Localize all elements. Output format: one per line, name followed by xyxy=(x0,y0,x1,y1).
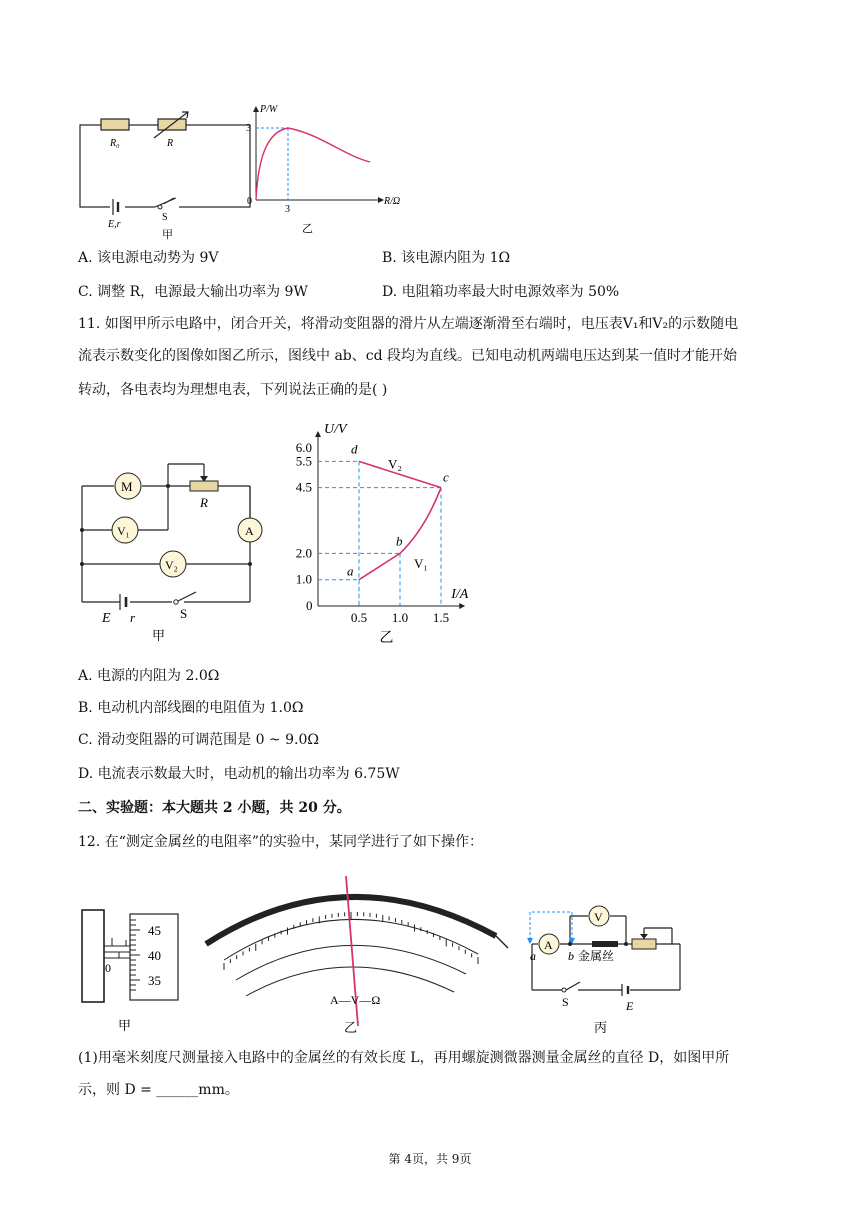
x-axis-arrow xyxy=(459,603,465,609)
q10-graph-origin: 0 xyxy=(247,196,252,207)
q11-ui-chart xyxy=(280,410,560,648)
q10-option-d: D. 电阻箱功率最大时电源效率为 50% xyxy=(382,284,620,300)
q12-switch-label: S xyxy=(562,995,569,1009)
y-tick-4.5: 4.5 xyxy=(295,479,312,495)
q10-caption-jia: 甲 xyxy=(162,229,173,240)
q10-power-graph xyxy=(246,104,400,235)
q12-point-a: a xyxy=(530,949,536,963)
q11-option-c: C. 滑动变阻器的可调范围是 0 ~ 9.0Ω xyxy=(78,732,319,748)
q12-part1-line1: (1)用毫米刻度尺测量接入电路中的金属丝的有效长度 L，再用螺旋测微器测量金属丝的直径 D，如图甲所 xyxy=(78,1050,730,1066)
q12-caption-bing: 丙 xyxy=(594,1020,608,1035)
q10-graph-xlabel: R/Ω xyxy=(384,196,401,207)
q11-option-a: A. 电源的内阻为 2.0Ω xyxy=(78,668,220,684)
q10-graph-ylabel: P/W xyxy=(260,104,278,115)
q11-caption-yi: 乙 xyxy=(379,631,394,646)
q10-figures xyxy=(70,100,430,240)
q10-option-c: C. 调整 R，电源最大输出功率为 9W xyxy=(78,284,308,300)
q11-caption-jia: 甲 xyxy=(152,628,166,643)
q12-micrometer-45: 45 xyxy=(148,923,161,938)
q10-graph-xtick: 3 xyxy=(285,204,290,215)
q12-micrometer-40: 40 xyxy=(148,948,161,963)
q11-stem-line1: 11. 如图甲所示电路中，闭合开关，将滑动变阻器的滑片从左端逐渐滑至右端时，电压表V₁和V₂的示数随电 xyxy=(78,316,739,332)
q10-r-label: R xyxy=(167,138,174,149)
q12-caption-jia: 甲 xyxy=(118,1018,132,1033)
y-axis-label: U/V xyxy=(324,421,347,437)
q11-internal-r-label: r xyxy=(130,610,136,625)
q10-option-b: B. 该电源内阻为 1Ω xyxy=(382,250,511,266)
q11-option-b: B. 电动机内部线圈的电阻值为 1.0Ω xyxy=(78,700,304,716)
q10-switch-label: S xyxy=(162,212,168,223)
y-tick-6.0: 6.0 xyxy=(295,440,312,456)
page-footer: 第 4页，共 9页 xyxy=(388,1152,472,1166)
q12-stem: 12. 在“测定金属丝的电阻率”的实验中，某同学进行了如下操作： xyxy=(78,834,484,850)
q10-caption-yi: 乙 xyxy=(302,223,313,235)
q10-circuit-diagram xyxy=(80,112,250,214)
q10-r0-label: R₀ xyxy=(110,138,120,149)
q12-micrometer-35: 35 xyxy=(148,973,161,988)
y-axis-arrow xyxy=(315,431,321,437)
y-tick-2.0: 2.0 xyxy=(295,545,312,561)
q12-ammeter-label: A xyxy=(544,938,553,952)
series-label-1: V₂ xyxy=(388,456,402,472)
q12-micrometer xyxy=(78,900,188,1040)
x-axis-label: I/A xyxy=(451,587,469,602)
q12-voltmeter-label: V xyxy=(594,910,603,924)
q12-wire-label: 金属丝 xyxy=(578,949,615,963)
series-label-2: V₁ xyxy=(414,555,428,571)
q11-stem-line3: 转动，各电表均为理想电表，下列说法正确的是( ) xyxy=(78,382,388,398)
q11-motor-label: M xyxy=(121,479,133,494)
q11-v2-label: V₂ xyxy=(165,558,178,572)
q11-stem-line2: 流表示数变化的图像如图乙所示，图线中 ab、cd 段均为直线。已知电动机两端电压达到某一值时才能开始 xyxy=(78,348,738,364)
q11-v1-label: V₁ xyxy=(117,524,130,538)
q12-caption-yi: 乙 xyxy=(344,1020,358,1035)
x-tick-1.0: 1.0 xyxy=(391,610,409,625)
q11-circuit-diagram xyxy=(70,456,270,646)
q11-ammeter-label: A xyxy=(245,524,254,538)
x-tick-0.5: 0.5 xyxy=(350,610,368,625)
q12-meter-label: A—V—Ω xyxy=(330,993,381,1007)
x-tick-1.5: 1.5 xyxy=(432,610,450,625)
y-tick-1.0: 1.0 xyxy=(295,571,312,587)
point-label-a: a xyxy=(347,563,354,579)
point-label-d: d xyxy=(351,441,358,457)
q12-point-b: b xyxy=(568,949,574,963)
point-label-c: c xyxy=(443,469,449,485)
q11-switch-label: S xyxy=(180,606,188,621)
q10-option-a: A. 该电源电动势为 9V xyxy=(78,250,219,266)
point-label-b: b xyxy=(396,533,403,549)
q10-er-label: E,r xyxy=(108,219,121,230)
section-heading: 二、实验题：本大题共 2 小题，共 20 分。 xyxy=(78,800,351,816)
q12-micrometer-zero: 0 xyxy=(105,961,111,975)
q10-graph-ytick: 3 xyxy=(246,123,251,134)
q12-emf-label: E xyxy=(626,999,634,1013)
q12-part1-line2: 示，则 D = ______mm。 xyxy=(78,1082,239,1098)
y-tick-5.5: 5.5 xyxy=(295,453,312,469)
q12-multimeter-dial xyxy=(196,864,516,1044)
q12-circuit-diagram xyxy=(522,900,692,1040)
q11-rheostat-label: R xyxy=(200,495,208,510)
origin-label: 0 xyxy=(306,598,313,613)
q11-emf-label: E xyxy=(102,611,111,626)
q11-option-d: D. 电流表示数最大时，电动机的输出功率为 6.75W xyxy=(78,766,400,782)
